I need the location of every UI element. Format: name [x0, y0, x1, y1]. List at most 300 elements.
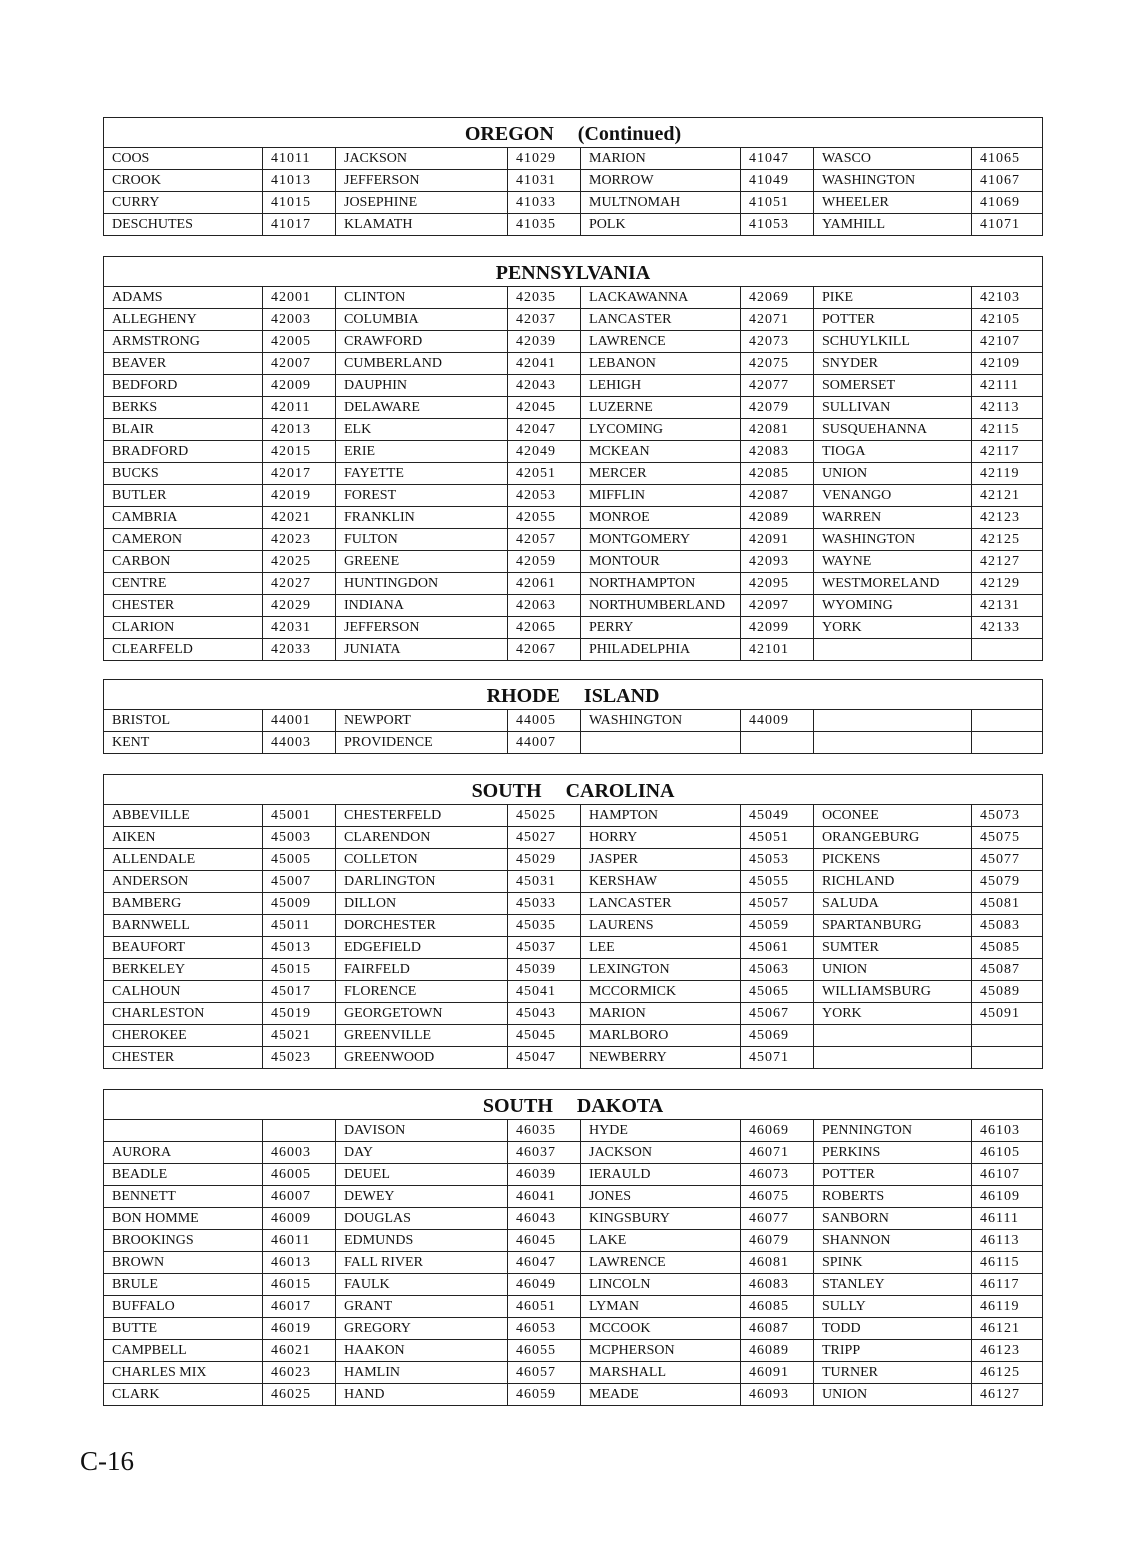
- county-name-cell: ALLENDALE: [104, 849, 263, 871]
- county-name-cell: ARMSTRONG: [104, 331, 263, 353]
- fips-code-cell: 42077: [741, 375, 814, 397]
- fips-code-cell: 46085: [741, 1296, 814, 1318]
- section-title: [104, 118, 1043, 148]
- fips-code-cell: 45025: [508, 805, 581, 827]
- county-name-cell: SCHUYLKILL: [814, 331, 972, 353]
- fips-code-cell: 42065: [508, 617, 581, 639]
- fips-code-cell: 46005: [263, 1164, 336, 1186]
- county-name-cell: HORRY: [581, 827, 741, 849]
- county-name-cell: CHESTER: [104, 1047, 263, 1069]
- fips-code-cell: 42109: [972, 353, 1043, 375]
- fips-code-cell: 45081: [972, 893, 1043, 915]
- table-row: [104, 485, 1043, 507]
- county-name-cell: KERSHAW: [581, 871, 741, 893]
- county-name-cell: GREENWOOD: [336, 1047, 508, 1069]
- table-row: [104, 573, 1043, 595]
- fips-code-cell: 41015: [263, 192, 336, 214]
- fips-code-cell: [972, 710, 1043, 732]
- county-name-cell: MEADE: [581, 1384, 741, 1406]
- county-name-cell: LAURENS: [581, 915, 741, 937]
- fips-code-cell: 46059: [508, 1384, 581, 1406]
- county-name-cell: CAMBRIA: [104, 507, 263, 529]
- fips-code-cell: 45057: [741, 893, 814, 915]
- fips-code-cell: 45073: [972, 805, 1043, 827]
- table-row: [104, 1047, 1043, 1069]
- fips-code-cell: 45035: [508, 915, 581, 937]
- county-name-cell: AURORA: [104, 1142, 263, 1164]
- county-name-cell: DARLINGTON: [336, 871, 508, 893]
- county-name-cell: MERCER: [581, 463, 741, 485]
- county-name-cell: WAYNE: [814, 551, 972, 573]
- table-row: [104, 529, 1043, 551]
- county-name-cell: MCCORMICK: [581, 981, 741, 1003]
- county-name-cell: SUMTER: [814, 937, 972, 959]
- county-name-cell: MULTNOMAH: [581, 192, 741, 214]
- fips-code-cell: 42035: [508, 287, 581, 309]
- fips-code-cell: 45077: [972, 849, 1043, 871]
- county-name-cell: SULLY: [814, 1296, 972, 1318]
- county-name-cell: CLARENDON: [336, 827, 508, 849]
- fips-code-cell: 41017: [263, 214, 336, 236]
- county-name-cell: WASHINGTON: [581, 710, 741, 732]
- fips-code-cell: 45069: [741, 1025, 814, 1047]
- fips-code-cell: 42111: [972, 375, 1043, 397]
- county-name-cell: LAWRENCE: [581, 1252, 741, 1274]
- fips-code-cell: 45063: [741, 959, 814, 981]
- county-name-cell: ALLEGHENY: [104, 309, 263, 331]
- county-name-cell: ABBEVILLE: [104, 805, 263, 827]
- fips-code-cell: 42045: [508, 397, 581, 419]
- county-name-cell: WASHINGTON: [814, 170, 972, 192]
- fips-code-cell: 42027: [263, 573, 336, 595]
- county-name-cell: CLEARFELD: [104, 639, 263, 661]
- county-name-cell: TRIPP: [814, 1340, 972, 1362]
- rhode-island-table: [103, 679, 1043, 754]
- county-name-cell: GREENVILLE: [336, 1025, 508, 1047]
- fips-code-cell: 45091: [972, 1003, 1043, 1025]
- county-name-cell: PERKINS: [814, 1142, 972, 1164]
- table-row: [104, 639, 1043, 661]
- county-name-cell: JEFFERSON: [336, 617, 508, 639]
- fips-code-cell: 45071: [741, 1047, 814, 1069]
- section-title-word: CAROLINA: [565, 780, 675, 802]
- fips-code-cell: 42047: [508, 419, 581, 441]
- county-name-cell: PIKE: [814, 287, 972, 309]
- county-name-cell: DAVISON: [336, 1120, 508, 1142]
- county-name-cell: JACKSON: [336, 148, 508, 170]
- county-name-cell: PICKENS: [814, 849, 972, 871]
- county-name-cell: WYOMING: [814, 595, 972, 617]
- fips-code-cell: 41053: [741, 214, 814, 236]
- county-name-cell: CARBON: [104, 551, 263, 573]
- section-title-word: (Continued): [577, 123, 682, 145]
- fips-code-cell: 45065: [741, 981, 814, 1003]
- county-name-cell: DAUPHIN: [336, 375, 508, 397]
- county-name-cell: TURNER: [814, 1362, 972, 1384]
- fips-code-cell: 45043: [508, 1003, 581, 1025]
- county-name-cell: MCPHERSON: [581, 1340, 741, 1362]
- county-name-cell: AIKEN: [104, 827, 263, 849]
- county-name-cell: HAMLIN: [336, 1362, 508, 1384]
- fips-code-cell: 42107: [972, 331, 1043, 353]
- county-name-cell: JUNIATA: [336, 639, 508, 661]
- section-title-word: DAKOTA: [576, 1095, 664, 1117]
- table-row: [104, 1362, 1043, 1384]
- section-title-word: ISLAND: [583, 685, 660, 707]
- table-row: [104, 915, 1043, 937]
- county-name-cell: LUZERNE: [581, 397, 741, 419]
- county-name-cell: SALUDA: [814, 893, 972, 915]
- fips-code-cell: 46023: [263, 1362, 336, 1384]
- fips-code-cell: 42097: [741, 595, 814, 617]
- table-row: [104, 732, 1043, 754]
- fips-code-cell: 42127: [972, 551, 1043, 573]
- county-name-cell: WASHINGTON: [814, 529, 972, 551]
- section-title-word: OREGON: [464, 123, 554, 145]
- fips-code-cell: 42089: [741, 507, 814, 529]
- section-title-word: SOUTH: [471, 780, 542, 802]
- county-name-cell: CUMBERLAND: [336, 353, 508, 375]
- fips-code-cell: [972, 1047, 1043, 1069]
- fips-code-cell: 45017: [263, 981, 336, 1003]
- fips-code-cell: 45009: [263, 893, 336, 915]
- fips-code-cell: 41013: [263, 170, 336, 192]
- oregon-table: [103, 117, 1043, 236]
- county-name-cell: CHARLESTON: [104, 1003, 263, 1025]
- county-name-cell: BUCKS: [104, 463, 263, 485]
- fips-code-cell: 46009: [263, 1208, 336, 1230]
- table-row: [104, 937, 1043, 959]
- fips-code-cell: 45089: [972, 981, 1043, 1003]
- county-name-cell: BERKS: [104, 397, 263, 419]
- county-name-cell: SOMERSET: [814, 375, 972, 397]
- fips-code-cell: 45037: [508, 937, 581, 959]
- county-name-cell: MCCOOK: [581, 1318, 741, 1340]
- fips-code-cell: 41071: [972, 214, 1043, 236]
- county-name-cell: CHEROKEE: [104, 1025, 263, 1047]
- county-name-cell: WILLIAMSBURG: [814, 981, 972, 1003]
- county-name-cell: LEHIGH: [581, 375, 741, 397]
- table-row: [104, 710, 1043, 732]
- county-name-cell: LANCASTER: [581, 309, 741, 331]
- fips-code-cell: 46045: [508, 1230, 581, 1252]
- fips-code-cell: 41069: [972, 192, 1043, 214]
- county-name-cell: FAULK: [336, 1274, 508, 1296]
- fips-code-cell: 44001: [263, 710, 336, 732]
- county-name-cell: BUFFALO: [104, 1296, 263, 1318]
- table-row: [104, 463, 1043, 485]
- county-name-cell: CROOK: [104, 170, 263, 192]
- fips-code-cell: 46037: [508, 1142, 581, 1164]
- section-title: [104, 257, 1043, 287]
- fips-code-cell: 46105: [972, 1142, 1043, 1164]
- fips-code-cell: 45061: [741, 937, 814, 959]
- fips-code-cell: 46051: [508, 1296, 581, 1318]
- fips-code-cell: 42129: [972, 573, 1043, 595]
- county-name-cell: FLORENCE: [336, 981, 508, 1003]
- fips-code-cell: 46055: [508, 1340, 581, 1362]
- fips-code-cell: 46079: [741, 1230, 814, 1252]
- county-name-cell: WARREN: [814, 507, 972, 529]
- county-name-cell: FALL RIVER: [336, 1252, 508, 1274]
- county-name-cell: BUTLER: [104, 485, 263, 507]
- fips-code-cell: 46117: [972, 1274, 1043, 1296]
- fips-code-cell: 42117: [972, 441, 1043, 463]
- south-dakota-table: [103, 1089, 1043, 1406]
- fips-code-cell: 42087: [741, 485, 814, 507]
- fips-code-cell: 45001: [263, 805, 336, 827]
- fips-code-cell: 45059: [741, 915, 814, 937]
- fips-code-cell: 46075: [741, 1186, 814, 1208]
- county-name-cell: FULTON: [336, 529, 508, 551]
- county-name-cell: DAY: [336, 1142, 508, 1164]
- county-name-cell: GREGORY: [336, 1318, 508, 1340]
- county-name-cell: CHESTERFELD: [336, 805, 508, 827]
- county-name-cell: UNION: [814, 1384, 972, 1406]
- fips-code-cell: 42119: [972, 463, 1043, 485]
- county-name-cell: CAMPBELL: [104, 1340, 263, 1362]
- fips-code-cell: 44009: [741, 710, 814, 732]
- fips-code-cell: 46013: [263, 1252, 336, 1274]
- county-name-cell: NEWBERRY: [581, 1047, 741, 1069]
- county-name-cell: LYCOMING: [581, 419, 741, 441]
- fips-code-cell: 45083: [972, 915, 1043, 937]
- fips-code-cell: 46113: [972, 1230, 1043, 1252]
- county-name-cell: CALHOUN: [104, 981, 263, 1003]
- fips-code-cell: 42093: [741, 551, 814, 573]
- county-name-cell: YAMHILL: [814, 214, 972, 236]
- fips-code-cell: 42031: [263, 617, 336, 639]
- fips-code-cell: [263, 1120, 336, 1142]
- table-row: [104, 551, 1043, 573]
- table-row: [104, 1340, 1043, 1362]
- county-name-cell: BAMBERG: [104, 893, 263, 915]
- fips-code-cell: 41065: [972, 148, 1043, 170]
- county-name-cell: MARION: [581, 1003, 741, 1025]
- fips-code-cell: 42053: [508, 485, 581, 507]
- fips-code-cell: 46081: [741, 1252, 814, 1274]
- fips-code-cell: 46073: [741, 1164, 814, 1186]
- table-row: [104, 507, 1043, 529]
- county-name-cell: CURRY: [104, 192, 263, 214]
- county-name-cell: BLAIR: [104, 419, 263, 441]
- county-name-cell: [814, 710, 972, 732]
- county-name-cell: BON HOMME: [104, 1208, 263, 1230]
- county-name-cell: MARSHALL: [581, 1362, 741, 1384]
- county-name-cell: SULLIVAN: [814, 397, 972, 419]
- fips-code-cell: 46103: [972, 1120, 1043, 1142]
- fips-code-cell: 45051: [741, 827, 814, 849]
- county-name-cell: COOS: [104, 148, 263, 170]
- county-name-cell: BEAVER: [104, 353, 263, 375]
- county-name-cell: ERIE: [336, 441, 508, 463]
- fips-code-cell: 42009: [263, 375, 336, 397]
- county-name-cell: MONTGOMERY: [581, 529, 741, 551]
- county-name-cell: JOSEPHINE: [336, 192, 508, 214]
- county-name-cell: OCONEE: [814, 805, 972, 827]
- fips-code-cell: 46119: [972, 1296, 1043, 1318]
- county-name-cell: MIFFLIN: [581, 485, 741, 507]
- table-row: [104, 981, 1043, 1003]
- fips-code-cell: 45021: [263, 1025, 336, 1047]
- county-name-cell: GEORGETOWN: [336, 1003, 508, 1025]
- county-name-cell: KENT: [104, 732, 263, 754]
- fips-code-cell: 45033: [508, 893, 581, 915]
- county-name-cell: JONES: [581, 1186, 741, 1208]
- table-row: [104, 170, 1043, 192]
- county-name-cell: [814, 1047, 972, 1069]
- table-row: [104, 849, 1043, 871]
- county-name-cell: MARLBORO: [581, 1025, 741, 1047]
- fips-code-cell: [972, 1025, 1043, 1047]
- fips-code-cell: 42001: [263, 287, 336, 309]
- county-name-cell: VENANGO: [814, 485, 972, 507]
- county-name-cell: [814, 639, 972, 661]
- county-name-cell: LYMAN: [581, 1296, 741, 1318]
- table-row: [104, 1186, 1043, 1208]
- county-name-cell: MONROE: [581, 507, 741, 529]
- fips-code-cell: 45005: [263, 849, 336, 871]
- fips-code-cell: 42081: [741, 419, 814, 441]
- table-row: [104, 353, 1043, 375]
- county-name-cell: ANDERSON: [104, 871, 263, 893]
- county-name-cell: [814, 1025, 972, 1047]
- table-row: [104, 959, 1043, 981]
- fips-code-cell: 46071: [741, 1142, 814, 1164]
- county-name-cell: LEXINGTON: [581, 959, 741, 981]
- fips-code-cell: 41029: [508, 148, 581, 170]
- fips-code-cell: 46011: [263, 1230, 336, 1252]
- table-row: [104, 1003, 1043, 1025]
- fips-code-cell: 42021: [263, 507, 336, 529]
- fips-code-cell: 41051: [741, 192, 814, 214]
- fips-code-cell: 42091: [741, 529, 814, 551]
- fips-code-cell: 42061: [508, 573, 581, 595]
- fips-code-cell: 45045: [508, 1025, 581, 1047]
- fips-code-cell: 42019: [263, 485, 336, 507]
- fips-code-cell: 44005: [508, 710, 581, 732]
- fips-code-cell: 45019: [263, 1003, 336, 1025]
- county-name-cell: [104, 1120, 263, 1142]
- county-name-cell: BENNETT: [104, 1186, 263, 1208]
- fips-code-cell: 41067: [972, 170, 1043, 192]
- county-name-cell: GRANT: [336, 1296, 508, 1318]
- county-name-cell: MORROW: [581, 170, 741, 192]
- fips-code-cell: 42015: [263, 441, 336, 463]
- section-title: [104, 1090, 1043, 1120]
- fips-code-cell: 42043: [508, 375, 581, 397]
- county-name-cell: SPARTANBURG: [814, 915, 972, 937]
- fips-code-cell: 42123: [972, 507, 1043, 529]
- county-name-cell: MARION: [581, 148, 741, 170]
- fips-code-cell: 46035: [508, 1120, 581, 1142]
- fips-code-cell: 42103: [972, 287, 1043, 309]
- table-row: [104, 617, 1043, 639]
- fips-code-cell: 42069: [741, 287, 814, 309]
- fips-code-cell: 42029: [263, 595, 336, 617]
- fips-code-cell: 46053: [508, 1318, 581, 1340]
- fips-code-cell: 41049: [741, 170, 814, 192]
- fips-code-cell: 42007: [263, 353, 336, 375]
- table-row: [104, 893, 1043, 915]
- table-row: [104, 397, 1043, 419]
- county-name-cell: RICHLAND: [814, 871, 972, 893]
- county-name-cell: POLK: [581, 214, 741, 236]
- county-name-cell: FRANKLIN: [336, 507, 508, 529]
- section-title-word: SOUTH: [482, 1095, 553, 1117]
- fips-code-cell: 46083: [741, 1274, 814, 1296]
- county-name-cell: BARNWELL: [104, 915, 263, 937]
- fips-code-cell: 42033: [263, 639, 336, 661]
- fips-code-cell: 42037: [508, 309, 581, 331]
- county-name-cell: ORANGEBURG: [814, 827, 972, 849]
- table-row: [104, 1025, 1043, 1047]
- fips-code-cell: 45049: [741, 805, 814, 827]
- fips-code-cell: 42063: [508, 595, 581, 617]
- county-name-cell: HAMPTON: [581, 805, 741, 827]
- county-name-cell: BROOKINGS: [104, 1230, 263, 1252]
- fips-code-cell: 42067: [508, 639, 581, 661]
- fips-code-cell: 44007: [508, 732, 581, 754]
- fips-code-cell: 45029: [508, 849, 581, 871]
- county-name-cell: YORK: [814, 617, 972, 639]
- fips-code-cell: 41031: [508, 170, 581, 192]
- county-name-cell: CLINTON: [336, 287, 508, 309]
- fips-code-cell: 42005: [263, 331, 336, 353]
- county-name-cell: EDMUNDS: [336, 1230, 508, 1252]
- county-name-cell: BERKELEY: [104, 959, 263, 981]
- fips-code-cell: 42011: [263, 397, 336, 419]
- fips-code-cell: 46127: [972, 1384, 1043, 1406]
- table-row: [104, 805, 1043, 827]
- county-name-cell: UNION: [814, 959, 972, 981]
- fips-code-cell: 46123: [972, 1340, 1043, 1362]
- county-name-cell: PENNINGTON: [814, 1120, 972, 1142]
- fips-code-cell: 45047: [508, 1047, 581, 1069]
- fips-code-cell: [972, 639, 1043, 661]
- table-row: [104, 1318, 1043, 1340]
- table-row: [104, 1142, 1043, 1164]
- county-name-cell: DEUEL: [336, 1164, 508, 1186]
- fips-code-cell: 45053: [741, 849, 814, 871]
- county-name-cell: LINCOLN: [581, 1274, 741, 1296]
- fips-code-cell: 42049: [508, 441, 581, 463]
- table-row: [104, 1208, 1043, 1230]
- fips-code-cell: 42079: [741, 397, 814, 419]
- county-name-cell: NORTHAMPTON: [581, 573, 741, 595]
- county-name-cell: SNYDER: [814, 353, 972, 375]
- fips-code-cell: 42003: [263, 309, 336, 331]
- fips-code-cell: 46015: [263, 1274, 336, 1296]
- county-name-cell: JASPER: [581, 849, 741, 871]
- county-name-cell: CAMERON: [104, 529, 263, 551]
- county-name-cell: WESTMORELAND: [814, 573, 972, 595]
- table-row: [104, 148, 1043, 170]
- pennsylvania-table: [103, 256, 1043, 661]
- fips-code-cell: 42105: [972, 309, 1043, 331]
- county-name-cell: CLARK: [104, 1384, 263, 1406]
- table-row: [104, 1384, 1043, 1406]
- county-name-cell: CENTRE: [104, 573, 263, 595]
- fips-code-cell: 45085: [972, 937, 1043, 959]
- fips-code-cell: 46077: [741, 1208, 814, 1230]
- county-name-cell: HUNTINGDON: [336, 573, 508, 595]
- fips-code-cell: 46043: [508, 1208, 581, 1230]
- county-name-cell: JEFFERSON: [336, 170, 508, 192]
- fips-code-cell: 42071: [741, 309, 814, 331]
- county-name-cell: [814, 732, 972, 754]
- table-row: [104, 287, 1043, 309]
